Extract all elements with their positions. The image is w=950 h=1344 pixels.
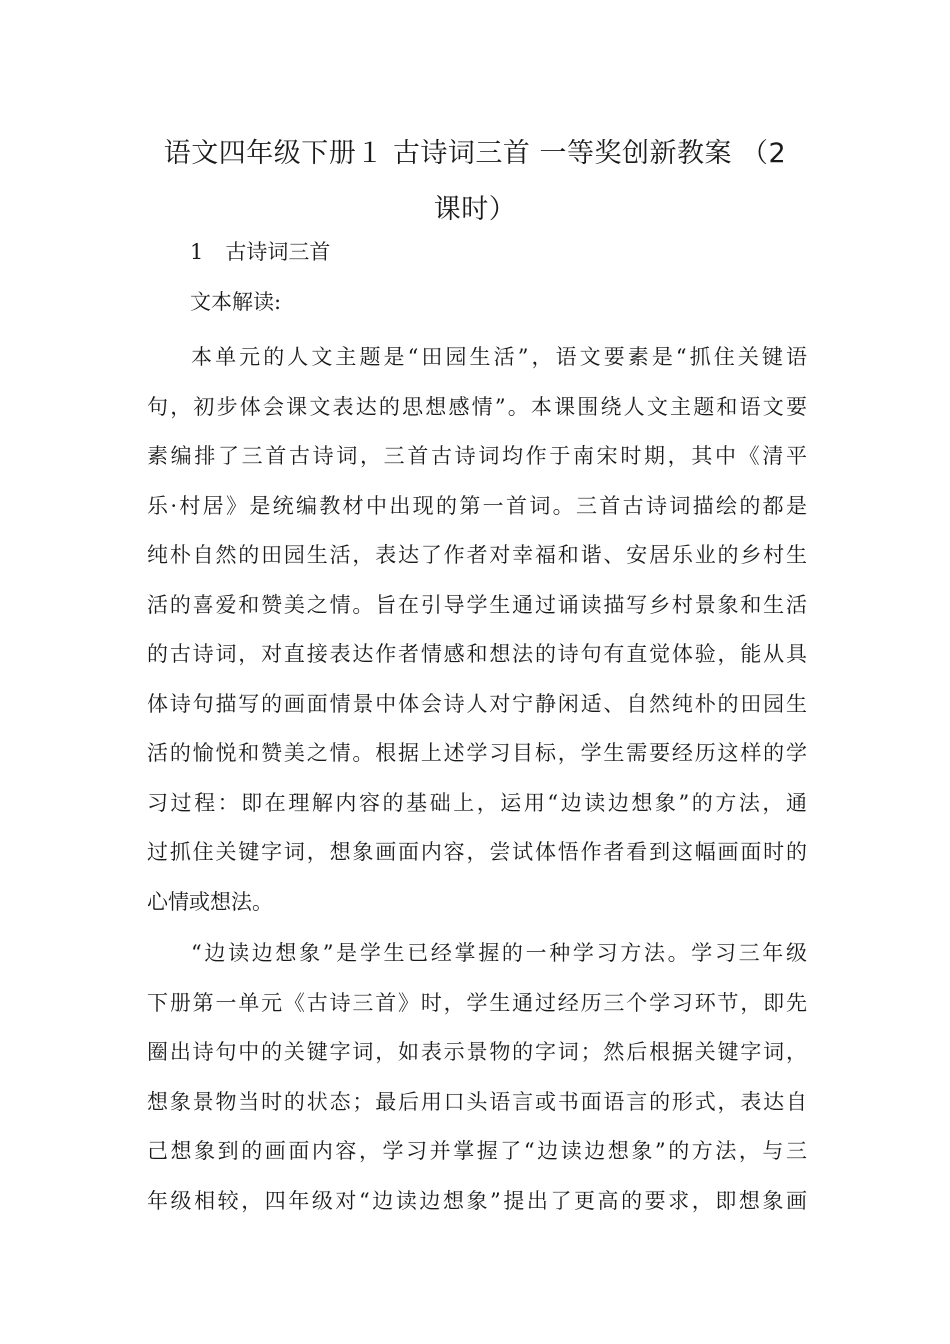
text-line: 句，初步体会课文表达的思想感情”。本课围绕人文主题和语文要 — [147, 394, 807, 419]
text-line: 年级相较，四年级对“边读边想象”提出了更高的要求，即想象画 — [147, 1188, 807, 1213]
text-line: 纯朴自然的田园生活，表达了作者对幸福和谐、安居乐业的乡村生 — [147, 543, 807, 567]
text-line: 的古诗词，对直接表达作者情感和想法的诗句有直觉体验，能从具 — [147, 642, 807, 666]
document-title — [150, 126, 800, 238]
paragraph-2 — [147, 929, 807, 1226]
section-number: 1 — [190, 240, 204, 264]
text-line: 活的喜爱和赞美之情。旨在引导学生通过诵读描写乡村景象和生活 — [147, 592, 807, 617]
text-line: 习过程：即在理解内容的基础上，运用“边读边想象”的方法，通 — [147, 790, 807, 815]
text-line: 心情或想法。 — [147, 889, 273, 914]
reading-heading: 文本解读: — [190, 290, 282, 314]
text-line: 体诗句描写的画面情景中体会诗人对宁静闲适、自然纯朴的田园生 — [147, 691, 807, 716]
text-line: 下册第一单元《古诗三首》时，学生通过经历三个学习环节，即先 — [147, 990, 807, 1015]
section-heading — [190, 236, 330, 266]
text-line: 圈出诗句中的关键字词，如表示景物的字词；然后根据关键字词， — [147, 1040, 807, 1064]
text-line: 过抓住关键字词，想象画面内容，尝试体悟作者看到这幅画面时的 — [147, 840, 807, 864]
text-line: 本单元的人文主题是“田园生活”，语文要素是“抓住关键语 — [191, 345, 807, 369]
text-line: 想象景物当时的状态；最后用口头语言或书面语言的形式，表达自 — [147, 1089, 807, 1114]
paragraph-1 — [147, 333, 807, 927]
text-line: 素编排了三首古诗词，三首古诗词均作于南宋时期，其中《清平 — [147, 444, 807, 468]
section-name: 古诗词三首 — [225, 240, 331, 264]
text-line: 活的愉悦和赞美之情。根据上述学习目标，学生需要经历这样的学 — [147, 741, 807, 765]
title-line-2: 课时） — [433, 194, 517, 225]
text-line: “边读边想象”是学生已经掌握的一种学习方法。学习三年级 — [191, 941, 807, 965]
text-line: 己想象到的画面内容，学习并掌握了“边读边想象”的方法，与三 — [147, 1139, 807, 1163]
text-line: 乐·村居》是统编教材中出现的第一首词。三首古诗词描绘的都是 — [147, 493, 807, 518]
title-line-1: 语文四年级下册１ 古诗词三首 一等奖创新教案 （2 — [163, 138, 787, 169]
